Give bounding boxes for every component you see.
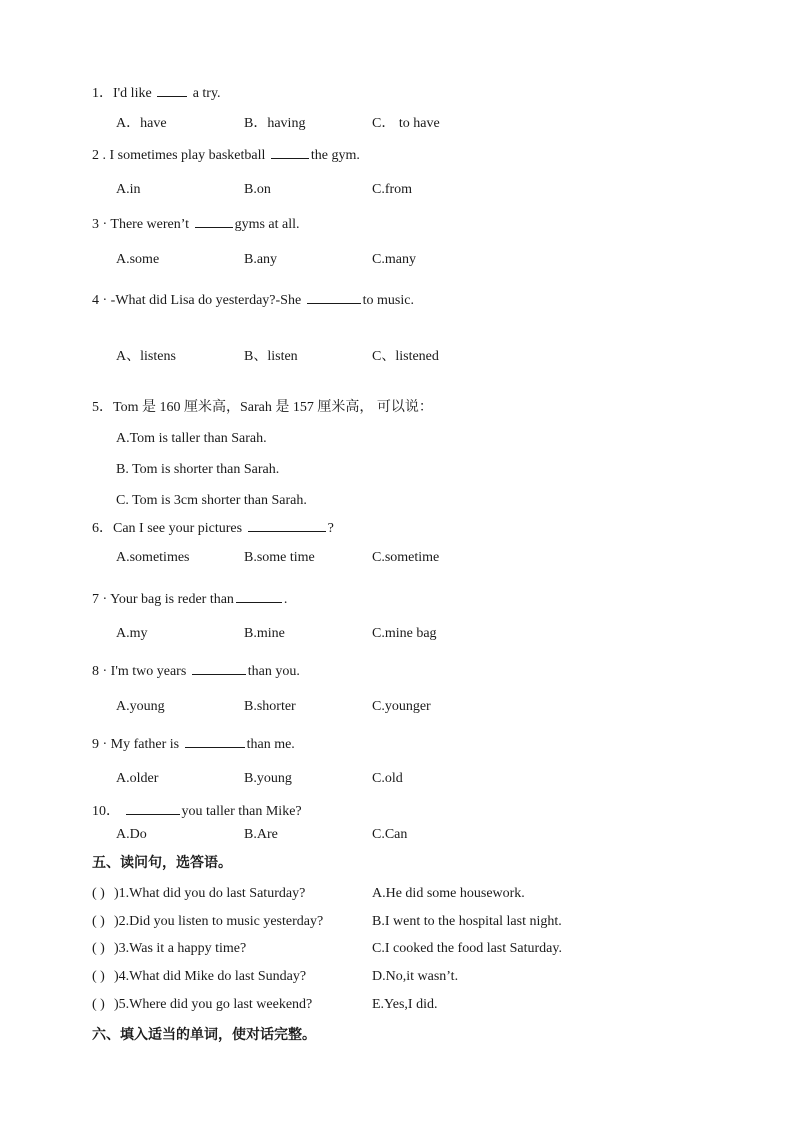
option-a[interactable]: A.my [116,626,148,641]
option-a[interactable]: A.Tom is taller than Sarah. [116,431,267,446]
question-10: 10． you taller than Mike? [92,804,302,819]
option-b[interactable]: B.mine [244,626,285,641]
answer-blank[interactable] [248,519,326,532]
answer-paren[interactable]: ( ) [92,886,105,901]
option-a[interactable]: A.sometimes [116,550,190,565]
option-c[interactable]: C． to have [372,116,440,131]
answer-blank[interactable] [126,802,180,815]
option-c[interactable]: C、listened [372,349,439,364]
option-b[interactable]: B.Are [244,827,278,842]
match-question: )5.Where did you go last weekend? [114,997,313,1012]
option-c[interactable]: C.mine bag [372,626,437,641]
option-b[interactable]: B.any [244,252,278,267]
option-b[interactable]: B.young [244,771,292,786]
option-c[interactable]: C. Tom is 3cm shorter than Sarah. [116,493,307,508]
question-8: 8 · I'm two years than you. [92,664,300,679]
option-b[interactable]: B、listen [244,349,298,364]
answer-paren[interactable]: ( ) [92,941,105,956]
answer-blank[interactable] [157,84,187,97]
option-b[interactable]: B.on [244,182,271,197]
answer-paren[interactable]: ( ) [92,969,105,984]
question-2: 2 . I sometimes play basketball the gym. [92,148,360,163]
option-c[interactable]: C.sometime [372,550,440,565]
question-7: 7 · Your bag is reder than . [92,592,288,607]
option-c[interactable]: C.old [372,771,403,786]
option-c[interactable]: C.many [372,252,416,267]
question-1: 1．I'd like a try. [92,86,221,101]
answer-blank[interactable] [195,215,233,228]
match-answer: E.Yes,I did. [372,997,438,1012]
match-answer: D.No,it wasn’t. [372,969,459,984]
option-b[interactable]: B.shorter [244,699,296,714]
option-a[interactable]: A.older [116,771,159,786]
answer-paren[interactable]: ( ) [92,997,105,1012]
answer-blank[interactable] [185,735,245,748]
section-6-title: 六、填入适当的单词，使对话完整。 [92,1027,316,1043]
option-b[interactable]: B．having [244,116,306,131]
option-c[interactable]: C.younger [372,699,431,714]
question-6: 6．Can I see your pictures ? [92,521,334,536]
match-question: )1.What did you do last Saturday? [114,886,306,901]
option-a[interactable]: A．have [116,116,167,131]
option-a[interactable]: A.in [116,182,141,197]
answer-blank[interactable] [236,590,282,603]
answer-blank[interactable] [192,662,246,675]
match-answer: A.He did some housework. [372,886,525,901]
match-answer: B.I went to the hospital last night. [372,914,562,929]
option-b[interactable]: B.some time [244,550,315,565]
option-a[interactable]: A.young [116,699,165,714]
question-4: 4 · -What did Lisa do yesterday?-She to music. [92,293,414,308]
question-5: 5．Tom 是 160 厘米高，Sarah 是 157 厘米高， 可以说： [92,400,433,415]
question-3: 3 · There weren’t gyms at all. [92,217,300,232]
match-answer: C.I cooked the food last Saturday. [372,941,562,956]
question-9: 9 · My father is than me. [92,737,295,752]
answer-paren[interactable]: ( ) [92,914,105,929]
option-a[interactable]: A.Do [116,827,147,842]
option-c[interactable]: C.Can [372,827,408,842]
answer-blank[interactable] [271,146,309,159]
section-5-title: 五、读问句，选答语。 [92,855,232,871]
answer-blank[interactable] [307,291,361,304]
option-c[interactable]: C.from [372,182,413,197]
option-b[interactable]: B. Tom is shorter than Sarah. [116,462,280,477]
option-a[interactable]: A.some [116,252,160,267]
match-question: )4.What did Mike do last Sunday? [114,969,307,984]
match-question: )3.Was it a happy time? [114,941,247,956]
option-a[interactable]: A、listens [116,349,176,364]
match-question: )2.Did you listen to music yesterday? [114,914,324,929]
